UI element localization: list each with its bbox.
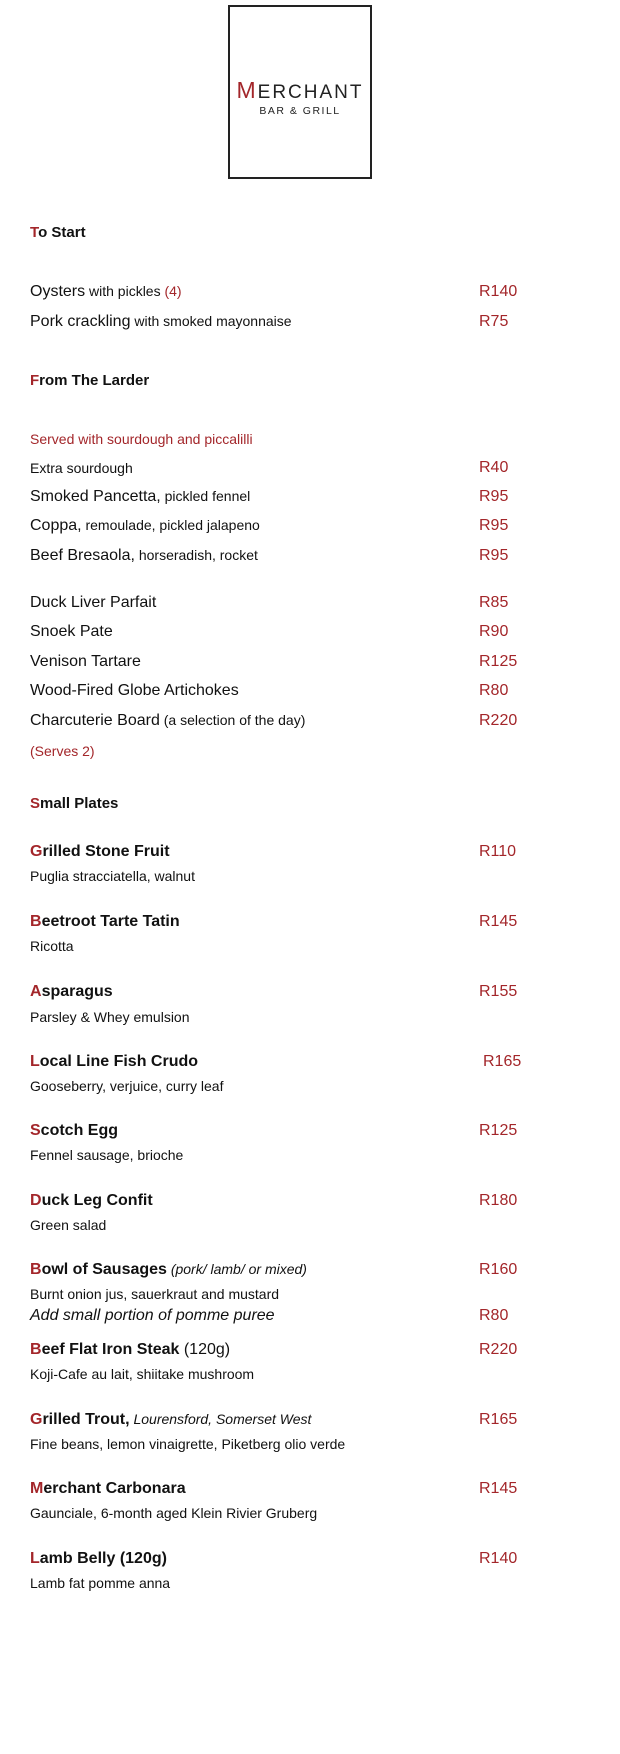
dish-bowl-of-sausages: Bowl of Sausages (pork/ lamb/ or mixed)	[30, 1261, 307, 1278]
price-lamb-belly: R140	[479, 1550, 518, 1567]
price-addon-pomme-puree: R80	[479, 1307, 509, 1324]
dish-duck-leg-confit: Duck Leg Confit	[30, 1192, 153, 1209]
section-title-to-start: To Start	[30, 224, 86, 241]
logo	[228, 5, 372, 179]
price-beetroot-tarte-tatin: R145	[479, 913, 518, 930]
price-merchant-carbonara: R145	[479, 1480, 518, 1497]
desc-beetroot-tarte-tatin: Ricotta	[30, 938, 74, 954]
price-oysters: R140	[479, 283, 518, 300]
price-grilled-stone-fruit: R110	[479, 843, 517, 860]
menu-item-coppa: Coppa, remoulade, pickled jalapeno	[30, 517, 260, 534]
price-smoked-pancetta: R95	[479, 488, 509, 505]
menu-item-snoek-pate: Snoek Pate	[30, 623, 113, 640]
dish-lamb-belly: Lamb Belly (120g)	[30, 1550, 167, 1567]
desc-scotch-egg: Fennel sausage, brioche	[30, 1147, 184, 1163]
price-beef-flat-iron-steak: R220	[479, 1341, 518, 1358]
menu-item-oysters: Oysters with pickles (4)	[30, 283, 182, 300]
desc-duck-leg-confit: Green salad	[30, 1217, 107, 1233]
menu-item-globe-artichokes: Wood-Fired Globe Artichokes	[30, 682, 239, 699]
menu-item-duck-liver-parfait: Duck Liver Parfait	[30, 594, 157, 611]
price-pork-crackling: R75	[479, 313, 509, 330]
logo-name: MERCHANT	[236, 77, 364, 103]
section-title-small-plates: Small Plates	[30, 795, 119, 812]
desc-beef-flat-iron-steak: Koji-Cafe au lait, shiitake mushroom	[30, 1366, 255, 1382]
desc-grilled-stone-fruit: Puglia stracciatella, walnut	[30, 868, 195, 884]
menu-item-smoked-pancetta: Smoked Pancetta, pickled fennel	[30, 488, 251, 505]
desc-local-line-fish-crudo: Gooseberry, verjuice, curry leaf	[30, 1078, 224, 1094]
price-globe-artichokes: R80	[479, 682, 509, 699]
dish-local-line-fish-crudo: Local Line Fish Crudo	[30, 1053, 199, 1070]
menu-item-charcuterie-board: Charcuterie Board (a selection of the day)	[30, 712, 306, 729]
menu-item-beef-bresaola: Beef Bresaola, horseradish, rocket	[30, 547, 258, 564]
addon-pomme-puree: Add small portion of pomme puree	[30, 1307, 275, 1324]
desc-grilled-trout: Fine beans, lemon vinaigrette, Piketberg olio verde	[30, 1436, 346, 1452]
desc-merchant-carbonara: Gaunciale, 6-month aged Klein Rivier Gruberg	[30, 1505, 318, 1521]
serves-note: (Serves 2)	[30, 743, 95, 759]
price-scotch-egg: R125	[479, 1122, 518, 1139]
menu-item-extra-sourdough: Extra sourdough	[30, 460, 133, 476]
menu-item-venison-tartare: Venison Tartare	[30, 653, 141, 670]
dish-grilled-trout: Grilled Trout, Lourensford, Somerset West	[30, 1411, 312, 1428]
price-extra-sourdough: R40	[479, 459, 509, 476]
desc-lamb-belly: Lamb fat pomme anna	[30, 1575, 171, 1591]
price-charcuterie-board: R220	[479, 712, 518, 729]
dish-beetroot-tarte-tatin: Beetroot Tarte Tatin	[30, 913, 180, 930]
section-title-larder: From The Larder	[30, 372, 150, 389]
desc-bowl-of-sausages: Burnt onion jus, sauerkraut and mustard	[30, 1286, 280, 1302]
price-asparagus: R155	[479, 983, 518, 1000]
price-local-line-fish-crudo: R165	[483, 1053, 522, 1070]
dish-asparagus: Asparagus	[30, 983, 113, 1000]
price-beef-bresaola: R95	[479, 547, 509, 564]
price-snoek-pate: R90	[479, 623, 509, 640]
price-venison-tartare: R125	[479, 653, 518, 670]
price-grilled-trout: R165	[479, 1411, 518, 1428]
logo-subtitle: BAR & GRILL	[259, 105, 341, 117]
dish-scotch-egg: Scotch Egg	[30, 1122, 119, 1139]
dish-merchant-carbonara: Merchant Carbonara	[30, 1480, 186, 1497]
dish-beef-flat-iron-steak: Beef Flat Iron Steak (120g)	[30, 1341, 231, 1358]
desc-asparagus: Parsley & Whey emulsion	[30, 1009, 190, 1025]
menu-item-pork-crackling: Pork crackling with smoked mayonnaise	[30, 313, 292, 330]
price-duck-leg-confit: R180	[479, 1192, 518, 1209]
price-bowl-of-sausages: R160	[479, 1261, 518, 1278]
price-coppa: R95	[479, 517, 509, 534]
price-duck-liver-parfait: R85	[479, 594, 509, 611]
dish-grilled-stone-fruit: Grilled Stone Fruit	[30, 843, 170, 860]
larder-note: Served with sourdough and piccalilli	[30, 431, 253, 447]
